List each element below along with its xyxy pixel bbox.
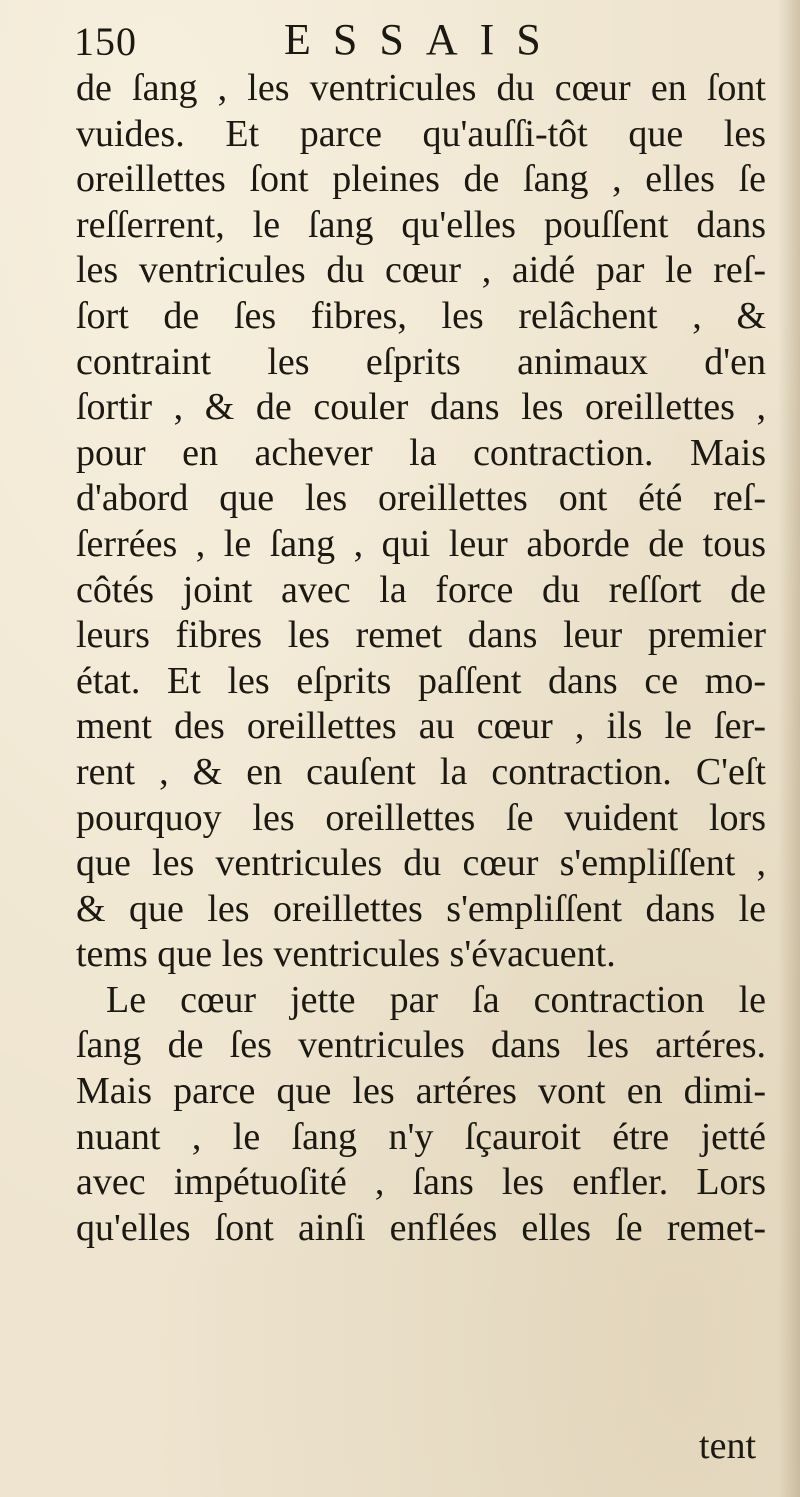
page-number: 150 [74, 19, 137, 64]
catchword: tent [699, 1425, 756, 1467]
text-line: avec impétuoſité , ſans les enfler. Lors [76, 1161, 766, 1204]
text-line: d'abord que les oreillettes ont été reſ- [76, 477, 766, 520]
page-edge-shadow [778, 0, 800, 1497]
running-title: ESSAIS [284, 15, 563, 64]
text-line: les ventricules du cœur , aidé par le reſ- [76, 249, 766, 292]
text-line: oreillettes ſont pleines de ſang , elles ſe [76, 158, 766, 201]
text-line: côtés joint avec la force du reſſort de [76, 568, 766, 611]
text-line: reſſerrent, le ſang qu'elles pouſſent dans [76, 203, 766, 246]
text-line: ſortir , & de couler dans les oreillettes , [76, 386, 766, 429]
body-text [76, 66, 766, 1251]
text-line: tems que les ventricules s'évacuent. [76, 933, 616, 976]
text-line: qu'elles ſont ainſi enflées elles ſe remet- [76, 1206, 766, 1249]
text-line: ment des oreillettes au cœur , ils le ſer- [76, 705, 766, 748]
text-line: & que les oreillettes s'empliſſent dans le [76, 887, 766, 930]
text-line: pourquoy les oreillettes ſe vuident lors [76, 796, 766, 839]
text-line: nuant , le ſang n'y ſçauroit étre jetté [76, 1115, 766, 1158]
text-line: ſort de ſes fibres, les relâchent , & [76, 294, 766, 337]
text-line: pour en achever la contraction. Mais [76, 431, 766, 474]
text-line: leurs fibres les remet dans leur premier [76, 614, 766, 657]
text-line: que les ventricules du cœur s'empliſſent , [76, 842, 766, 885]
text-line: ſerrées , le ſang , qui leur aborde de tous [76, 522, 766, 565]
text-line: Le cœur jette par ſa contraction le [106, 978, 766, 1021]
text-line: de ſang , les ventricules du cœur en ſont [76, 67, 766, 109]
running-head [74, 14, 634, 74]
text-line: contraint les eſprits animaux d'en [76, 340, 766, 383]
text-line: Mais parce que les artéres vont en dimi- [76, 1070, 766, 1113]
text-line: ſang de ſes ventricules dans les artéres. [76, 1024, 766, 1067]
text-line: vuides. Et parce qu'auſſi-tôt que les [76, 112, 766, 155]
text-line: rent , & en cauſent la contraction. C'eſt [76, 750, 766, 793]
text-line: état. Et les eſprits paſſent dans ce mo- [76, 659, 766, 702]
